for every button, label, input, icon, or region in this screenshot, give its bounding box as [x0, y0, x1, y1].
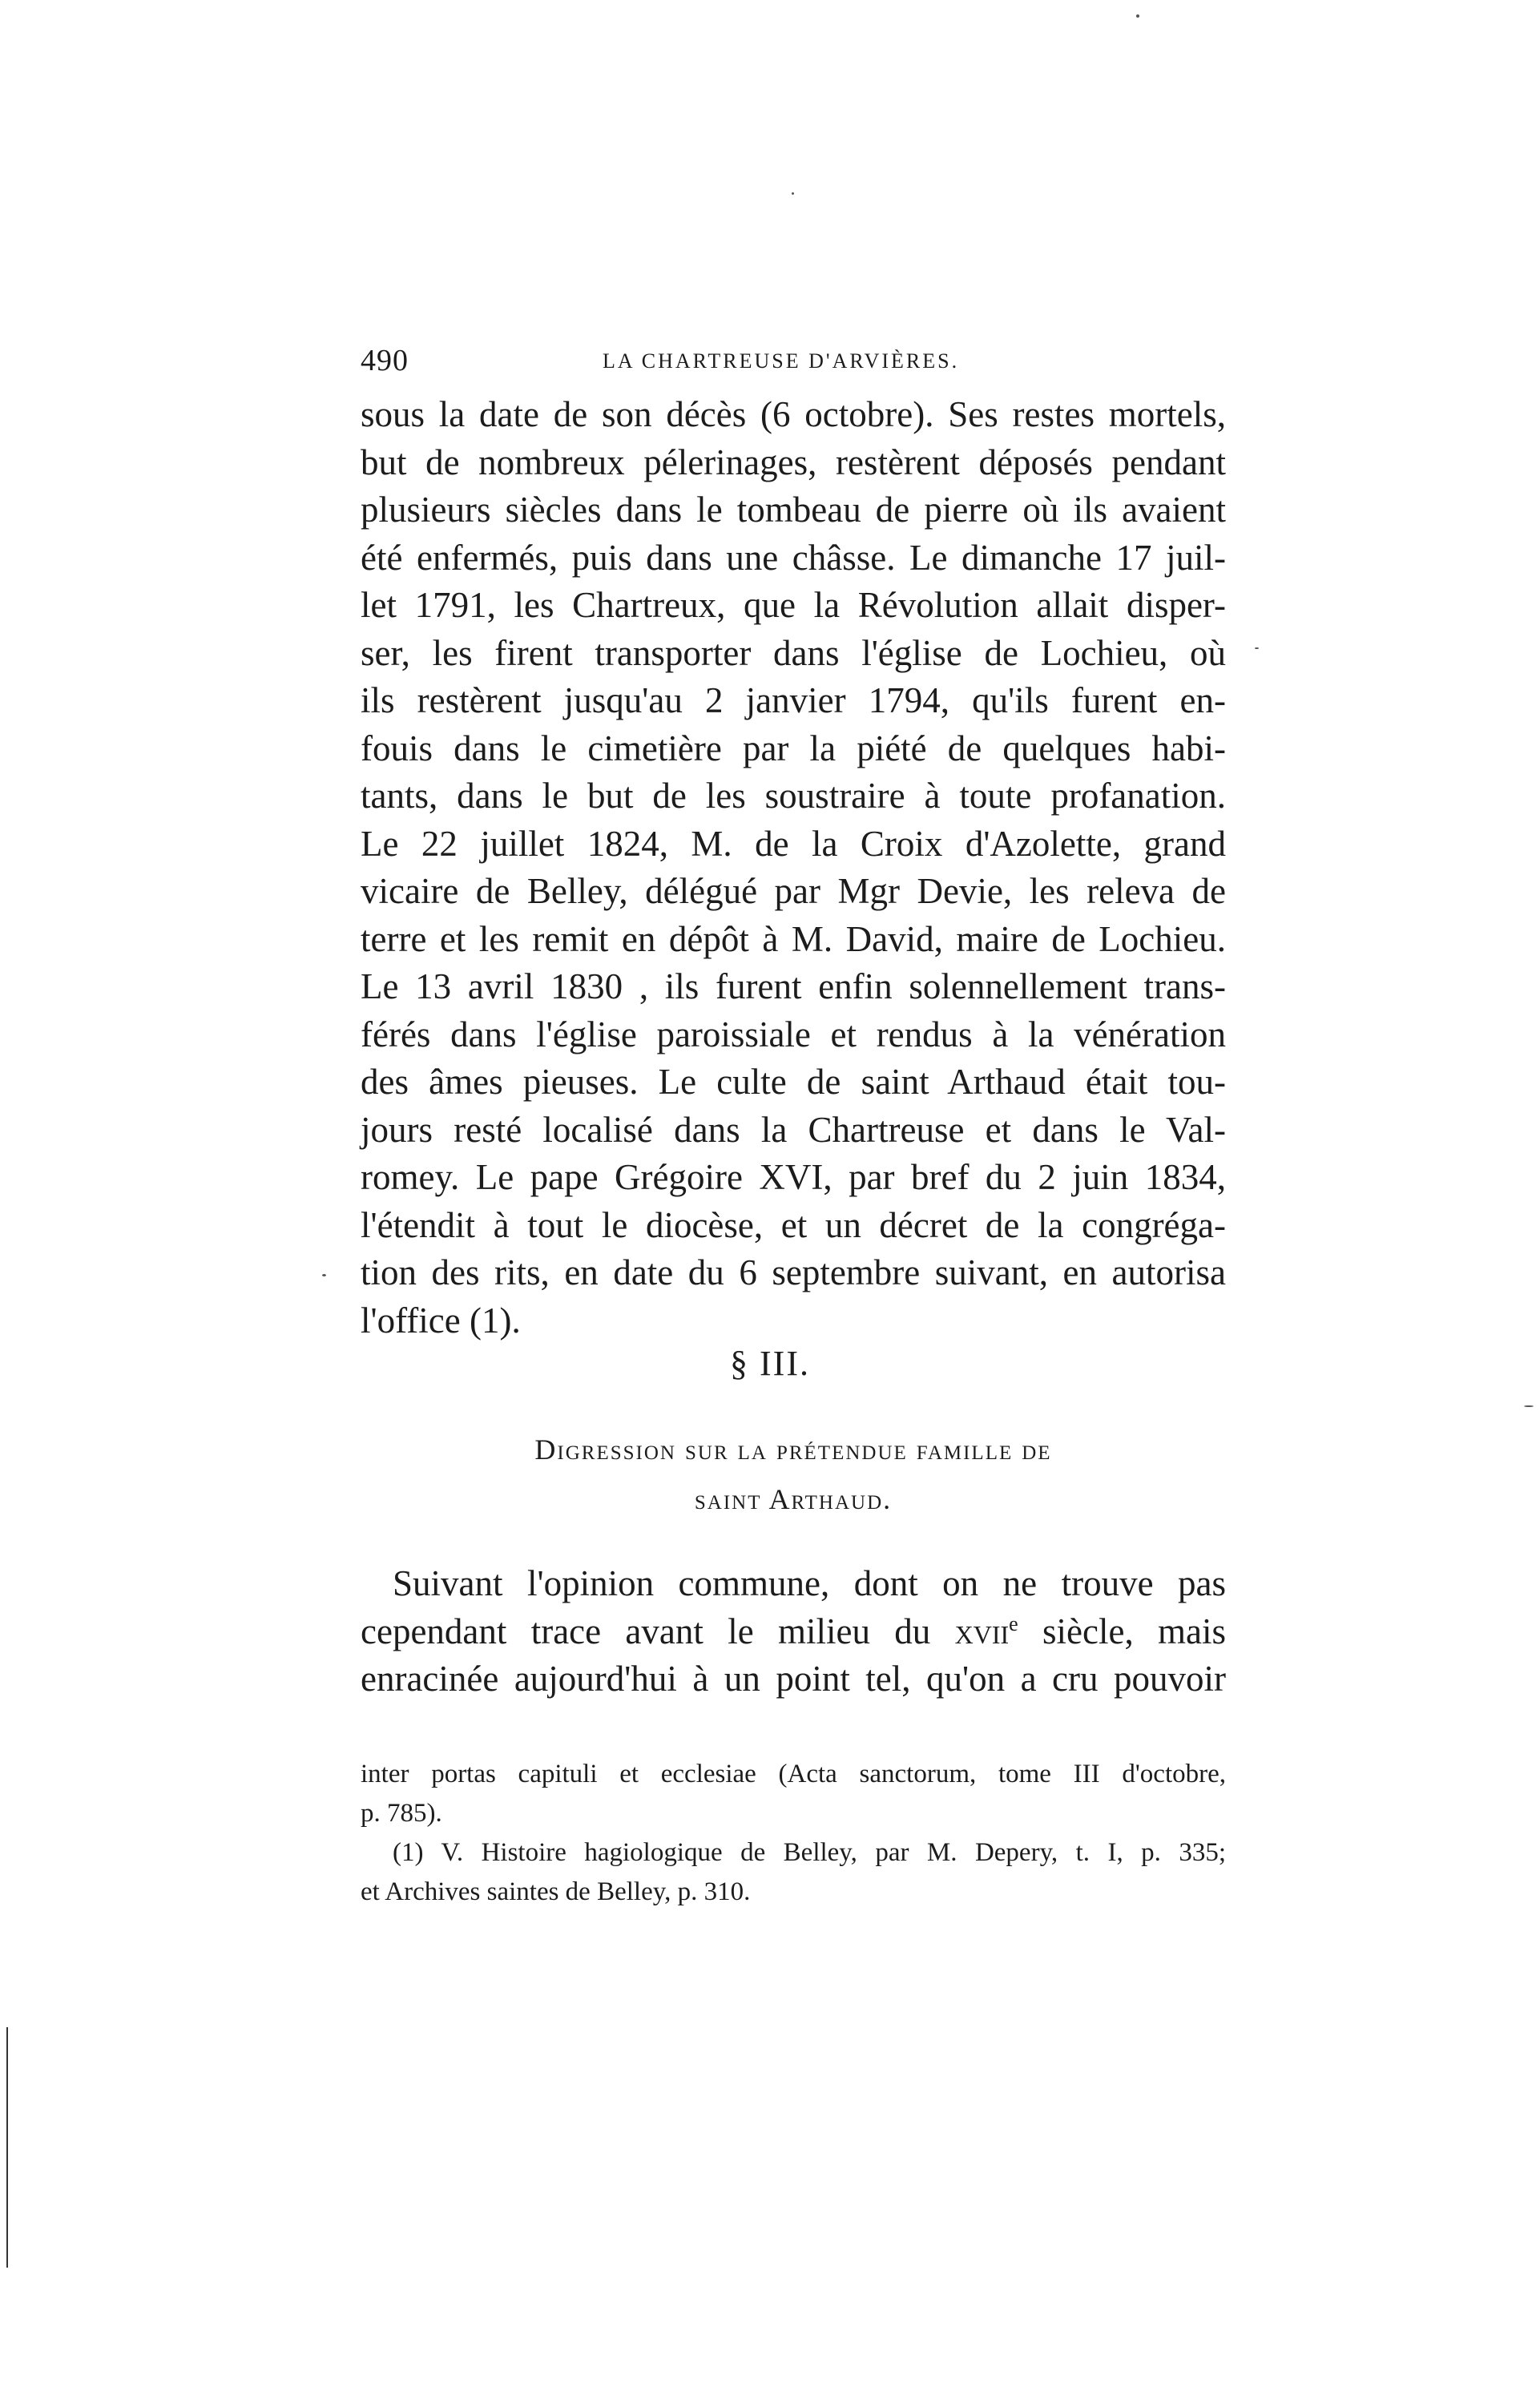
text-line: férés dans l'église paroissiale et rendus à la vénération: [361, 1014, 1226, 1054]
running-title: LA CHARTREUSE D'ARVIÈRES.: [603, 349, 960, 373]
text-line: let 1791, les Chartreux, que la Révolution allait disper-: [361, 585, 1226, 625]
text-line: enracinée aujourd'hui à un point tel, qu'on a cru pouvoir: [361, 1659, 1226, 1699]
scan-speck: [1524, 1405, 1534, 1407]
section-title-line: saint Arthaud.: [694, 1483, 893, 1515]
scan-speck: [1255, 647, 1259, 649]
text-fragment: siècle, mais: [1018, 1611, 1226, 1651]
text-line: jours resté localisé dans la Chartreuse et dans le Val-: [361, 1109, 1226, 1150]
text-line: Suivant l'opinion commune, dont on ne trouve pas: [393, 1563, 1226, 1603]
text-line: Le 22 juillet 1824, M. de la Croix d'Azolette, grand: [361, 823, 1226, 864]
scan-speck: [792, 192, 794, 195]
page-number: 490: [361, 344, 409, 377]
text-fragment: cependant trace avant le milieu du: [361, 1611, 955, 1651]
scan-speck: [1136, 14, 1139, 18]
text-line: l'office (1).: [361, 1300, 521, 1341]
text-line: été enfermés, puis dans une châsse. Le dimanche 17 juil-: [361, 537, 1226, 578]
text-line: terre et les remit en dépôt à M. David, maire de Lochieu.: [361, 918, 1226, 959]
superscript: e: [1009, 1611, 1018, 1635]
footnote-line: et Archives saintes de Belley, p. 310.: [361, 1877, 751, 1906]
scan-speck: [322, 1274, 326, 1276]
footnotes: [361, 1755, 1226, 1912]
text-line: plusieurs siècles dans le tombeau de pierre où ils avaient: [361, 490, 1226, 530]
text-line: des âmes pieuses. Le culte de saint Arthaud était tou-: [361, 1062, 1226, 1102]
section-title: [361, 1425, 1226, 1524]
text-line: [361, 1608, 1226, 1656]
second-paragraph: [361, 1560, 1226, 1704]
text-line: ils restèrent jusqu'au 2 janvier 1794, qu'ils furent en-: [361, 680, 1226, 720]
text-line: tion des rits, en date du 6 septembre suivant, en autorisa: [361, 1252, 1226, 1292]
footnote-line: (1) V. Histoire hagiologique de Belley, par M. Depery, t. I, p. 335;: [393, 1838, 1226, 1867]
century-numeral: xvii: [954, 1611, 1010, 1651]
section-title-line: Digression sur la prétendue famille de: [534, 1433, 1052, 1466]
main-paragraph: [361, 391, 1226, 1345]
text-line: but de nombreux pélerinages, restèrent déposés pendant: [361, 442, 1226, 482]
text-line: tants, dans le but de les soustraire à toute profanation.: [361, 776, 1226, 816]
text-line: ser, les firent transporter dans l'église de Lochieu, où: [361, 632, 1226, 673]
text-line: Le 13 avril 1830 , ils furent enfin solennellement trans-: [361, 966, 1226, 1006]
text-line: fouis dans le cimetière par la piété de quelques habi-: [361, 728, 1226, 768]
section-number: § III.: [730, 1344, 810, 1383]
text-line: romey. Le pape Grégoire XVI, par bref du 2 juin 1834,: [361, 1157, 1226, 1197]
page-header: [361, 337, 1226, 385]
footnote-line: p. 785).: [361, 1799, 442, 1828]
scan-margin-line: [6, 2027, 8, 2268]
text-line: vicaire de Belley, délégué par Mgr Devie, les releva de: [361, 871, 1226, 911]
footnote-line: inter portas capituli et ecclesiae (Acta sanctorum, tome III d'octobre,: [361, 1760, 1226, 1788]
text-line: sous la date de son décès (6 octobre). Ses restes mortels,: [361, 394, 1226, 434]
text-line: l'étendit à tout le diocèse, et un décret de la congréga-: [361, 1204, 1226, 1245]
